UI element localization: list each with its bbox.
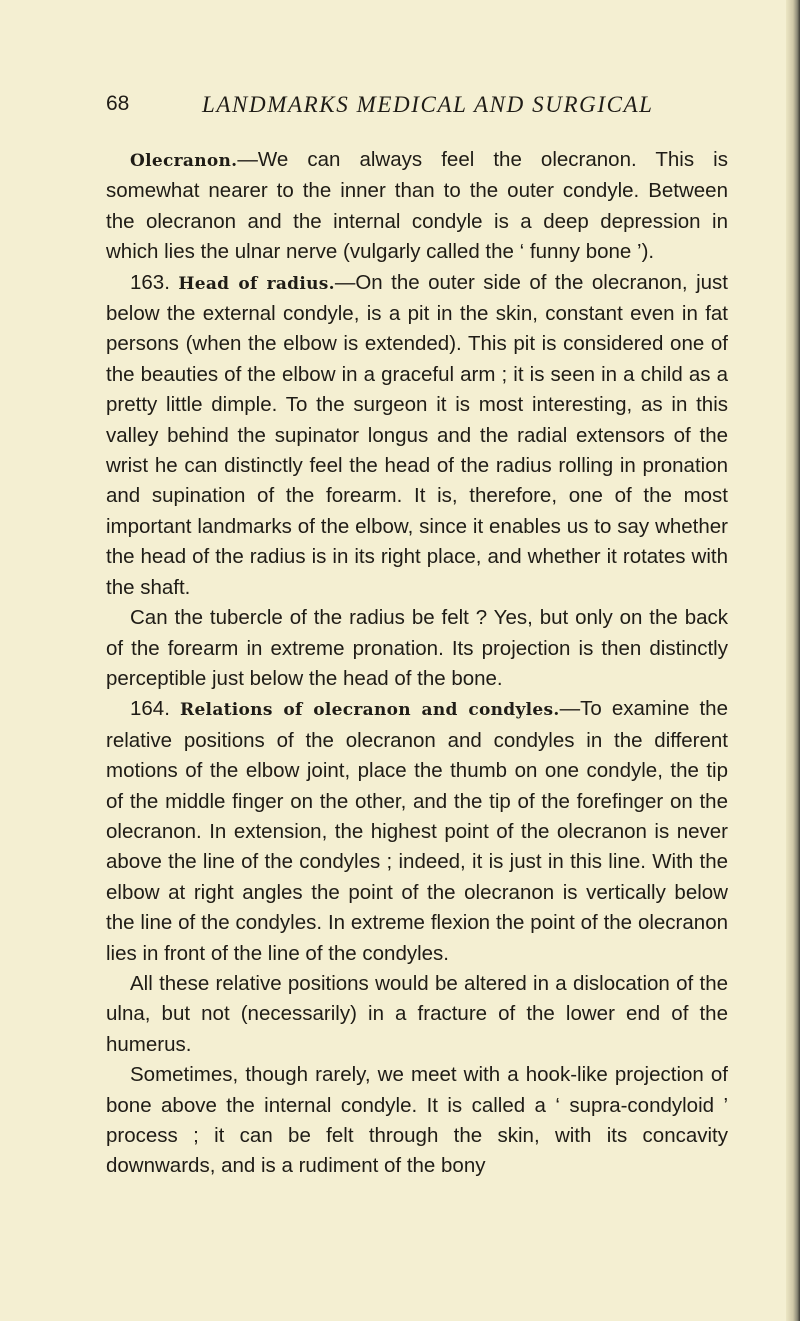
paragraph-text: —To examine the relative positions of the olecranon and condyles in the different motions of the elbow joint, place the thumb on one condyle, the tip of the middle finger on the other, and the tip of the forefinger on the olecranon. In extension, the highest point of the olecranon is never above the line of the condyles ; indeed, it is just in this line. With the elbow at right angles the point of the olecranon is vertically below the line of the condyles. In extreme flexion the point of the olecranon lies in front of the line of the condyles. xyxy=(106,697,728,965)
page-edge-shadow xyxy=(786,0,800,1321)
paragraph-text: —On the outer side of the olecranon, just below the external condyle, is a pit in the skin, constant even in fat persons (when the elbow is extended). This pit is considered one of the beauties of the elbow in a graceful arm ; it is seen in a child as a pretty little dimple. To the surgeon it is most interesting, as in this valley behind the supinator longus and the radial extensors of the wrist he can distinctly feel the head of the radius rolling in pronation and supination of the forearm. It is, therefore, one of the most important landmarks of the elbow, since it enables us to say whether the head of the radius is in its right place, and whether it rotates with the shaft. xyxy=(106,270,728,599)
section-number: 164. xyxy=(130,697,181,721)
paragraph-relations xyxy=(106,694,728,969)
paragraph-head-of-radius xyxy=(106,268,728,603)
paragraph-dislocation xyxy=(106,969,728,1060)
paragraph-tubercle xyxy=(106,603,728,694)
paragraph-text: Can the tubercle of the radius be felt ? Yes, but only on the back of the forearm in extreme pronation. Its projection is then distinctly perceptible just below the head of the bone. xyxy=(106,606,728,690)
section-number: 163. xyxy=(130,270,179,294)
body-text xyxy=(106,145,728,1182)
page-number: 68 xyxy=(106,92,130,115)
section-heading: Head of radius. xyxy=(178,273,335,294)
paragraph-supra-condyloid xyxy=(106,1060,728,1182)
running-title: LANDMARKS MEDICAL AND SURGICAL xyxy=(202,92,654,117)
paragraph-olecranon xyxy=(106,145,728,268)
section-heading: Relations of olecranon and condyles. xyxy=(180,700,560,721)
page-header xyxy=(106,92,676,128)
section-heading: Olecranon. xyxy=(130,151,238,171)
paragraph-text: Sometimes, though rarely, we meet with a hook-like projection of bone above the internal condyle. It is called a ‘ supra-condyloid ’ process ; it can be felt through the skin, with its concavity downwards, and is a rudiment of the bony xyxy=(106,1063,728,1178)
paragraph-text: All these relative positions would be altered in a dislocation of the ulna, but not (necessarily) in a fracture of the lower end of the humerus. xyxy=(106,971,728,1056)
paragraph-text: —We can always feel the olecranon. This is somewhat nearer to the inner than to the outer condyle. Between the olecranon and the internal condyle is a deep depression in which lies the ulnar nerve (vulgarly called the ‘ funny bone ’). xyxy=(106,148,728,264)
